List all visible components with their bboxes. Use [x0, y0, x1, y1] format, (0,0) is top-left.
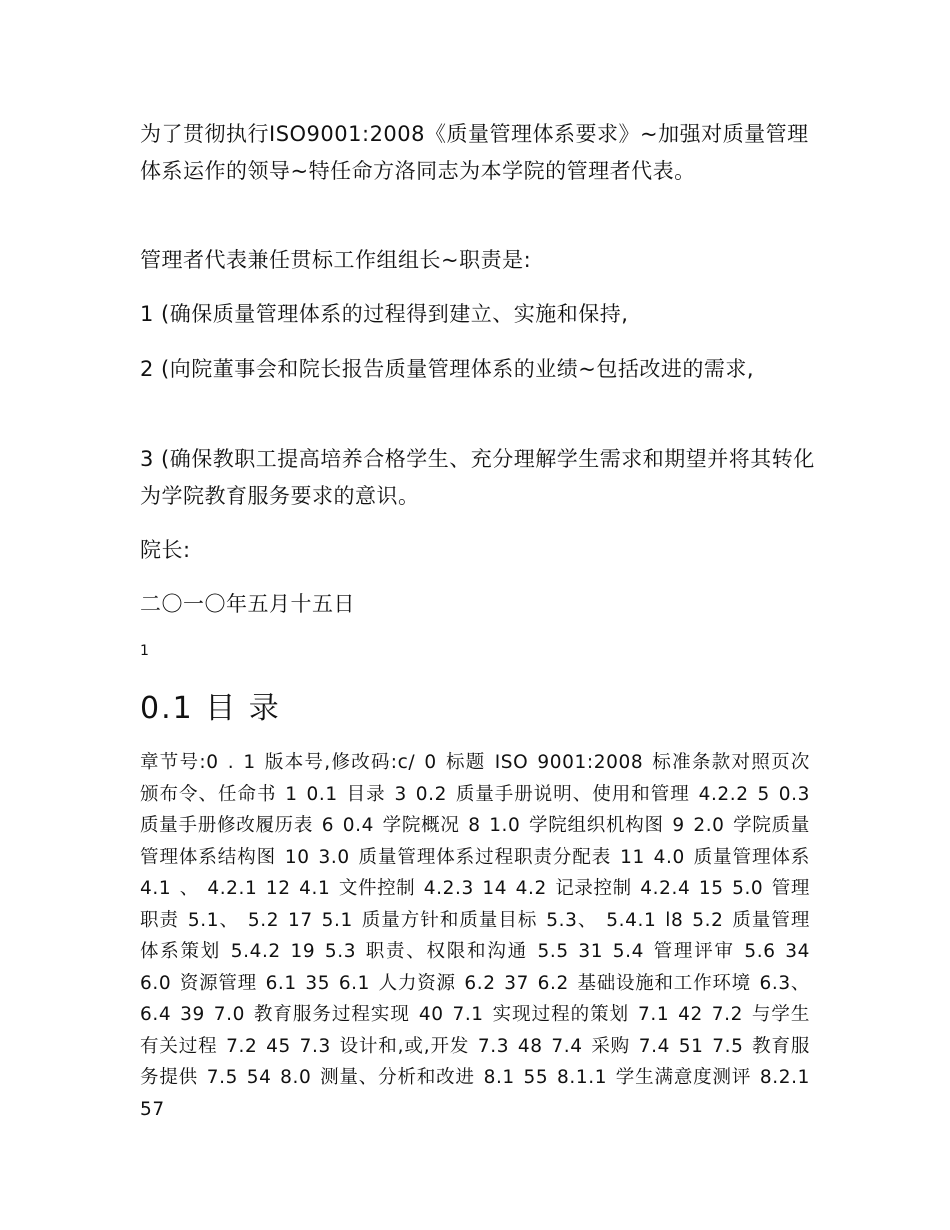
page-number: 1 — [140, 643, 149, 659]
responsibility-item-1: 1 (确保质量管理体系的过程得到建立、实施和保持, — [140, 302, 629, 326]
responsibilities-intro: 管理者代表兼任贯标工作组组长~职责是: — [140, 248, 532, 272]
decree-date: 二〇一〇年五月十五日 — [140, 592, 355, 616]
toc-body: 章节号:0 . 1 版本号,修改码:c/ 0 标题 ISO 9001:2008 标准条款对照页次 颁布令、任命书 1 0.1 目录 3 0.2 质量手册说明、使用和管理 4.2.2 5 0.3 质量手册修改履历表 6 0.4 学院概况 8 1.0 学院组织机构图 9 2.0 学院质量管理体系结构图 10 3.0 质量管理体系过程职责分配表 11 4.0 质量管理体系 4.1 、 4.2.1 12 4.1 文件控制 4.2.3 14 4.2 记录控制 4.2.4 15 5.0 管理职责 5.1、 5.2 17 5.1 质量方针和质量目标 5.3、 5.4.1 l8 5.2 质量管理体系策划 5.4.2 19 5.3 职责、权限和沟通 5.5 31 5.4 管理评审 5.6 34 6.0 资源管理 6.1 35 6.1 人力资源 6.2 37 6.2 基础设施和工作环境 6.3、 6.4 39 7.0 教育服务过程实现 40 7.1 实现过程的策划 7.1 42 7.2 与学生有关过程 7.2 45 7.3 设计和,或,开发 7.3 48 7.4 采购 7.4 51 7.5 教育服务提供 7.5 54 8.0 测量、分析和改进 8.1 55 8.1.1 学生满意度测评 8.2.1 57 — [140, 752, 810, 1120]
responsibility-item-3: 3 (确保教职工提高培养合格学生、充分理解学生需求和期望并将其转化为学院教育服务要求的意识。 — [140, 447, 815, 508]
responsibility-item-2: 2 (向院董事会和院长报告质量管理体系的业绩~包括改进的需求, — [140, 357, 754, 381]
toc-heading: 0.1 目 录 — [140, 691, 281, 726]
signer-label: 院长: — [140, 538, 191, 562]
decree-paragraph: 为了贯彻执行ISO9001:2008《质量管理体系要求》~加强对质量管理体系运作的领导~特任命方洛同志为本学院的管理者代表。 — [140, 122, 809, 183]
